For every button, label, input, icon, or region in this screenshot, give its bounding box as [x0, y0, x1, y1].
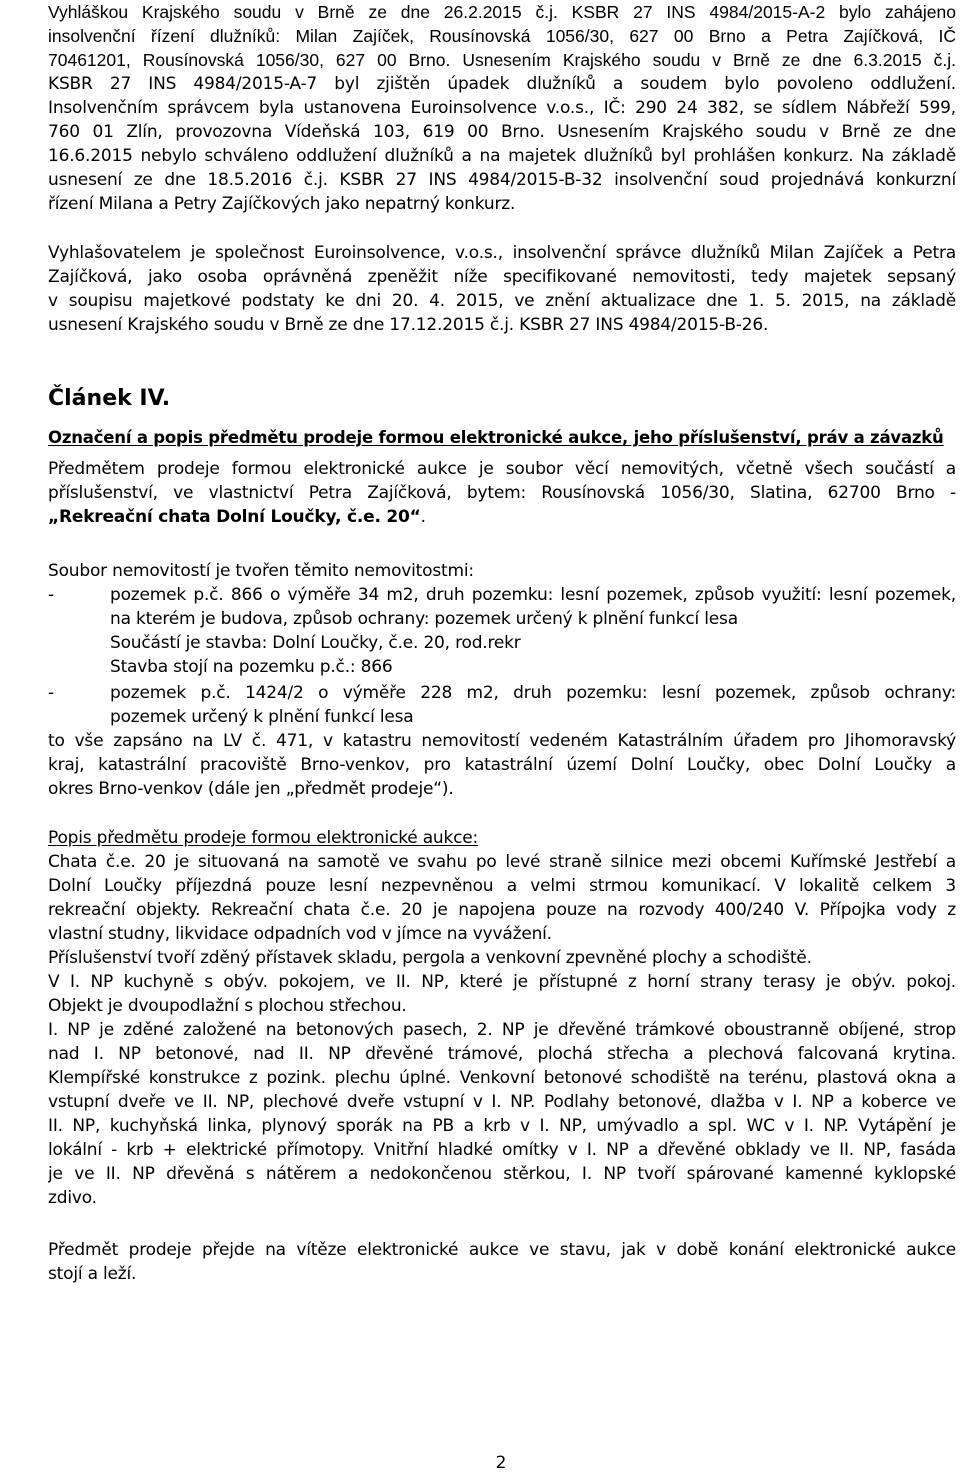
description-line: lokální - krb + elektrické přímotopy. Vnitřní hladké omítky v I. NP a dřevěné obklady ve II. NP, fasáda: [48, 1140, 956, 1160]
subject-end: .: [420, 507, 426, 527]
intro-line: 70461201, Rousínovská 1056/30, 627 00 Brno. Usnesením Krajského soudu v Brně ze dne 6.3.2015 č.j.: [48, 50, 956, 70]
description-line: vlastní studny, likvidace odpadních vod v jímce na vyvážení.: [48, 924, 552, 944]
description-line: rekreační objekty. Rekreační chata č.e. 20 je napojena pouze na rozvody 400/240 V. Přípojka vody z: [48, 900, 956, 920]
final-paragraph: [48, 1238, 956, 1286]
intro-line: Vyhláškou Krajského soudu v Brně ze dne 26.2.2015 č.j. KSBR 27 INS 4984/2015-A-2 bylo zahájeno: [48, 2, 956, 22]
description-line: Chata č.e. 20 je situovaná na samotě ve svahu po levé straně silnice mezi obcemi Kuřímské Jestřebí a: [48, 852, 956, 872]
description-line: V I. NP kuchyně s obýv. pokojem, ve II. NP, které je přístupné z horní strany terasy je obýv. pokoj.: [48, 972, 956, 992]
list-item-parcel-866: [110, 583, 956, 679]
final-line: stojí a leží.: [48, 1264, 137, 1284]
list-dash: -: [48, 585, 55, 605]
list-item-line: na kterém je budova, způsob ochrany: pozemek určený k plnění funkcí lesa: [110, 609, 738, 629]
section-title-block: [48, 426, 956, 450]
announcer-line: Zajíčková, jako osoba oprávněná zpeněžit níže specifikované nemovitosti, tedy majetek sepsaný: [48, 267, 956, 287]
intro-line: insolvenční řízení dlužníků: Milan Zajíček, Rousínovská 1056/30, 627 00 Brno a Petra Zajíčková, IČ: [48, 26, 956, 46]
subject-paragraph: [48, 457, 956, 529]
intro-line: 16.6.2015 nebylo schváleno oddlužení dlužníků a na majetek dlužníků byl prohlášen konkurz. Na základě: [48, 146, 956, 166]
intro-line: řízení Milana a Petry Zajíčkových jako nepatrný konkurz.: [48, 194, 516, 214]
intro-line: usnesení ze dne 18.5.2016 č.j. KSBR 27 INS 4984/2015-B-32 insolvenční soud projednává konkurzní: [48, 170, 956, 190]
subject-line: příslušenství, ve vlastnictví Petra Zajíčková, bytem: Rousínovská 1056/30, Slatina, 62700 Brno -: [48, 483, 956, 503]
list-dash: -: [48, 683, 55, 703]
article-heading: Článek IV.: [48, 386, 171, 411]
page-number: 2: [495, 1453, 507, 1473]
description-line: je ve II. NP dřevěná s nátěrem a nedokončenou stěrkou, I. NP tvoří spárované kamenné kyklopské: [48, 1164, 956, 1184]
set-intro: Soubor nemovitostí je tvořen těmito nemovitostmi:: [48, 561, 474, 581]
intro-line: 760 01 Zlín, provozovna Vídeňská 103, 619 00 Brno. Usnesením Krajského soudu v Brně ze dne: [48, 122, 956, 142]
registry-line: kraj, katastrální pracoviště Brno-venkov, pro katastrální území Dolní Loučky, obec Dolní Loučky a: [48, 755, 956, 775]
property-name: „Rekreační chata Dolní Loučky, č.e. 20“: [48, 507, 421, 527]
description-line: Objekt je dvoupodlažní s plochou střechou.: [48, 996, 407, 1016]
subject-line: Předmětem prodeje formou elektronické aukce je soubor věcí nemovitých, včetně všech součástí a: [48, 459, 956, 479]
description-line: II. NP, kuchyňská linka, plynový sporák na PB a krb v I. NP, umývadlo a spl. WC v I. NP. Vytápění je: [48, 1116, 956, 1136]
intro-line: KSBR 27 INS 4984/2015-A-7 byl zjištěn úpadek dlužníků a soudem bylo povoleno oddlužení.: [48, 74, 956, 94]
description-title: Popis předmětu prodeje formou elektronické aukce:: [48, 828, 479, 848]
list-item-line: pozemek p.č. 1424/2 o výměře 228 m2, druh pozemku: lesní pozemek, způsob ochrany:: [110, 683, 956, 703]
list-item-parcel-1424-2: [110, 681, 956, 729]
description-line: nad I. NP betonové, nad II. NP dřevěné trámové, plochá střecha a plechová falcovaná krytina.: [48, 1044, 956, 1064]
announcer-line: usnesení Krajského soudu v Brně ze dne 17.12.2015 č.j. KSBR 27 INS 4984/2015-B-26.: [48, 315, 769, 335]
description-block: [48, 826, 956, 1210]
registry-paragraph: [48, 729, 956, 801]
list-item-line: Součástí je stavba: Dolní Loučky, č.e. 20, rod.rekr: [110, 633, 521, 653]
announcer-line: Vyhlašovatelem je společnost Euroinsolvence, v.o.s., insolvenční správce dlužníků Milan Zajíček a Petra: [48, 243, 956, 263]
description-line: Klempířské konstrukce z pozink. plechu úplné. Venkovní betonové schodiště na terénu, plastová okna a: [48, 1068, 956, 1088]
description-line: vstupní dveře ve II. NP, plechové dveře vstupní v I. NP. Podlahy betonové, dlažba v I. NP a koberce ve: [48, 1092, 956, 1112]
description-line: Příslušenství tvoří zděný přístavek skladu, pergola a venkovní zpevněné plochy a schodiště.: [48, 948, 812, 968]
description-line: I. NP je zděné založené na betonových pasech, 2. NP je dřevěné trámkové oboustranně obíjené, strop: [48, 1020, 956, 1040]
list-item-line: Stavba stojí na pozemku p.č.: 866: [110, 657, 393, 677]
intro-line: Insolvenčním správcem byla ustanovena Euroinsolvence v.o.s., IČ: 290 24 382, se sídlem Nábřeží 599,: [48, 98, 956, 118]
registry-line: to vše zapsáno na LV č. 471, v katastru nemovitostí vedeném Katastrálním úřadem pro Jihomoravský: [48, 731, 956, 751]
announcer-line: v soupisu majetkové podstaty ke dni 20. 4. 2015, ve znění aktualizace dne 1. 5. 2015, na základě: [48, 291, 956, 311]
list-item-line: pozemek p.č. 866 o výměře 34 m2, druh pozemku: lesní pozemek, způsob využití: lesní pozemek,: [110, 585, 956, 605]
announcer-paragraph: [48, 241, 956, 337]
final-line: Předmět prodeje přejde na vítěze elektronické aukce ve stavu, jak v době konání elektronické aukce: [48, 1240, 956, 1260]
description-line: zdivo.: [48, 1188, 97, 1208]
subject-line-last: [48, 505, 956, 529]
list-item-line: pozemek určený k plnění funkcí lesa: [110, 707, 414, 727]
set-intro-block: [48, 559, 956, 583]
registry-line: okres Brno-venkov (dále jen „předmět prodeje“).: [48, 779, 454, 799]
section-title: Označení a popis předmětu prodeje formou elektronické aukce, jeho příslušenství, práv a závazků: [48, 428, 944, 447]
intro-paragraph: [48, 0, 956, 216]
description-line: Dolní Loučky příjezdná pouze lesní nezpevněnou a velmi strmou komunikací. V lokalitě celkem 3: [48, 876, 956, 896]
